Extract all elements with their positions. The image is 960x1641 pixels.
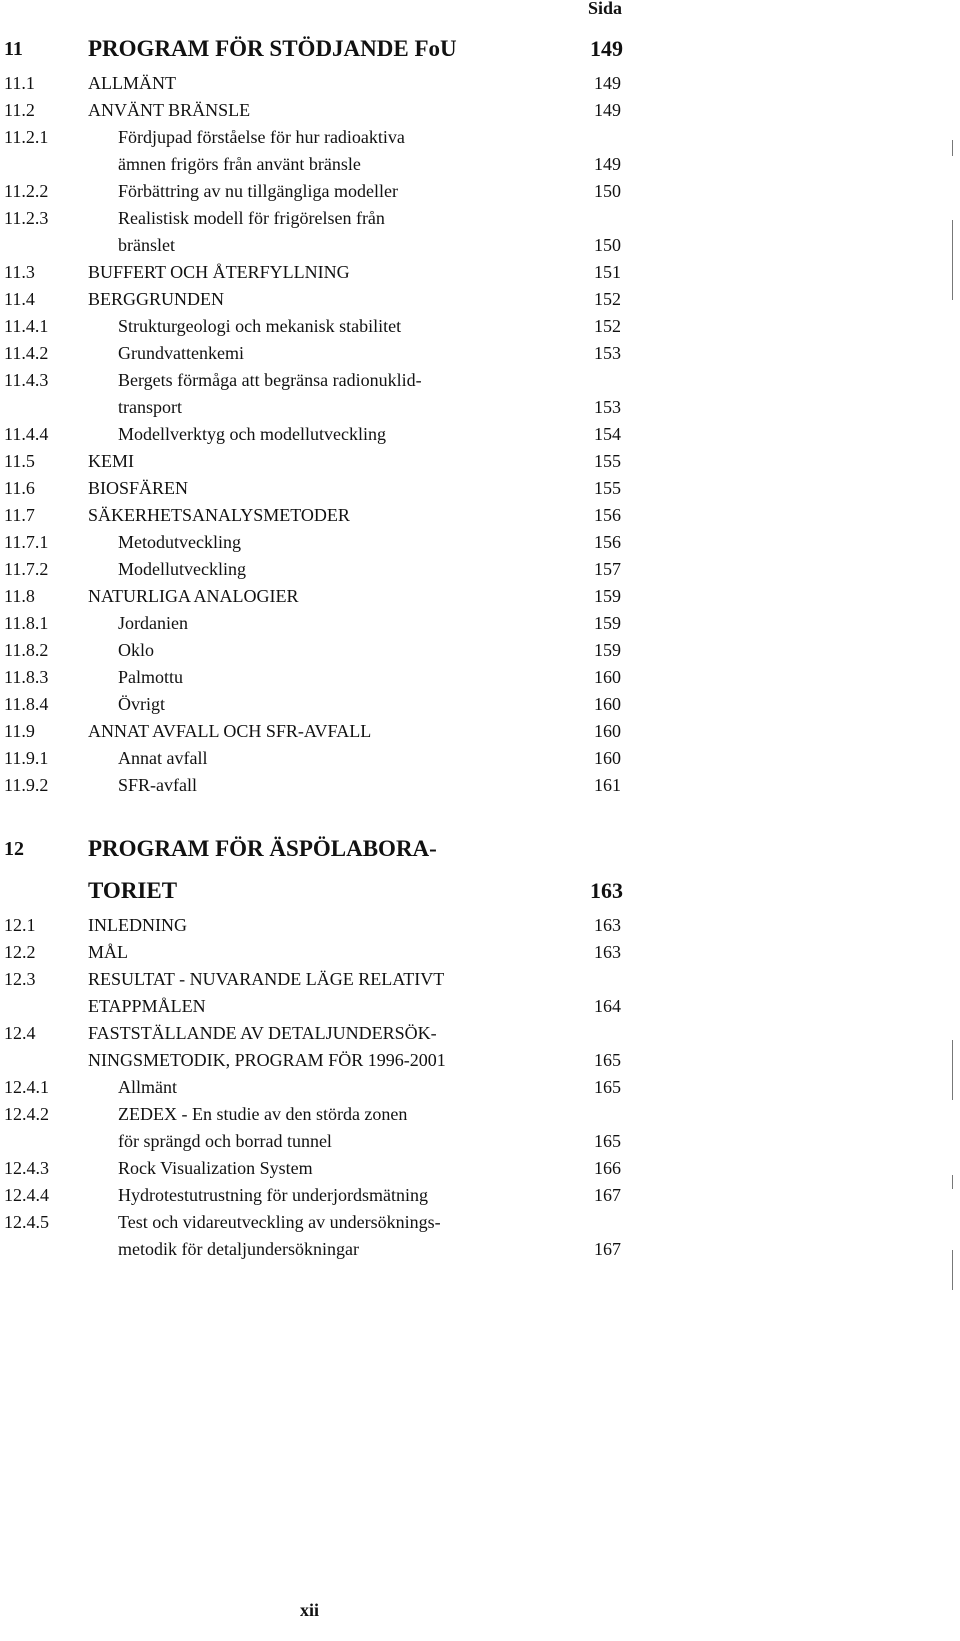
entry-number: 11.8.4 xyxy=(4,694,49,714)
chapter-page-number: 149 xyxy=(590,36,623,61)
entry-number: 11.4.3 xyxy=(4,370,49,390)
entry-title: Övrigt xyxy=(118,694,165,714)
entry-number: 11.9 xyxy=(4,721,35,741)
entry-page-number: 160 xyxy=(594,748,621,768)
entry-page-number: 163 xyxy=(594,915,621,935)
entry-page-number: 155 xyxy=(594,478,621,498)
entry-title: Rock Visualization System xyxy=(118,1158,313,1178)
chapter-number: 11 xyxy=(4,38,23,60)
scan-mark xyxy=(952,1250,953,1290)
entry-number: 11.4.2 xyxy=(4,343,49,363)
entry-title: ETAPPMÅLEN xyxy=(88,996,206,1016)
entry-title: Förbättring av nu tillgängliga modeller xyxy=(118,181,398,201)
entry-page-number: 153 xyxy=(594,343,621,363)
entry-title: Bergets förmåga att begränsa radionuklid- xyxy=(118,370,422,390)
entry-page-number: 166 xyxy=(594,1158,621,1178)
entry-page-number: 149 xyxy=(594,154,621,174)
entry-number: 11.2.1 xyxy=(4,127,49,147)
entry-number: 11.7.1 xyxy=(4,532,49,552)
entry-page-number: 164 xyxy=(594,996,621,1016)
entry-title: Fördjupad förståelse för hur radioaktiva xyxy=(118,127,405,147)
entry-number: 11.2.3 xyxy=(4,208,49,228)
entry-title: RESULTAT - NUVARANDE LÄGE RELATIVT xyxy=(88,969,445,989)
scan-mark xyxy=(952,140,953,156)
chapter-title: PROGRAM FÖR STÖDJANDE FoU xyxy=(88,36,457,61)
entry-page-number: 167 xyxy=(594,1185,621,1205)
chapter-page-number: 163 xyxy=(590,878,623,903)
entry-page-number: 159 xyxy=(594,640,621,660)
entry-title: SFR-avfall xyxy=(118,775,197,795)
entry-title: ANNAT AVFALL OCH SFR-AVFALL xyxy=(88,721,372,741)
entry-page-number: 160 xyxy=(594,667,621,687)
entry-title: KEMI xyxy=(88,451,134,471)
entry-page-number: 161 xyxy=(594,775,621,795)
entry-page-number: 157 xyxy=(594,559,621,579)
entry-title: ALLMÄNT xyxy=(88,73,176,93)
entry-number: 12.4.1 xyxy=(4,1077,49,1097)
entry-number: 11.4.1 xyxy=(4,316,49,336)
chapter-title: PROGRAM FÖR ÄSPÖLABORA- xyxy=(88,836,437,861)
entry-page-number: 167 xyxy=(594,1239,621,1259)
entry-title: Metodutveckling xyxy=(118,532,241,552)
entry-title: NINGSMETODIK, PROGRAM FÖR 1996-2001 xyxy=(88,1050,446,1070)
entry-title: Strukturgeologi och mekanisk stabilitet xyxy=(118,316,402,336)
entry-title: metodik för detaljundersökningar xyxy=(118,1239,359,1259)
chapter-title: TORIET xyxy=(88,878,178,903)
entry-number: 12.4.5 xyxy=(4,1212,49,1232)
entry-title: ZEDEX - En studie av den störda zonen xyxy=(118,1104,408,1124)
entry-page-number: 150 xyxy=(594,235,621,255)
entry-title: INLEDNING xyxy=(88,915,187,935)
entry-number: 11.7.2 xyxy=(4,559,49,579)
entry-number: 12.4.2 xyxy=(4,1104,49,1124)
entry-number: 11.4.4 xyxy=(4,424,49,444)
entry-page-number: 160 xyxy=(594,721,621,741)
entry-title: SÄKERHETSANALYSMETODER xyxy=(88,505,350,525)
entry-title: Realistisk modell för frigörelsen från xyxy=(118,208,385,228)
entry-title: Jordanien xyxy=(118,613,188,633)
entry-page-number: 149 xyxy=(594,100,621,120)
entry-title: bränslet xyxy=(118,235,175,255)
entry-title: Annat avfall xyxy=(118,748,208,768)
entry-number: 12.2 xyxy=(4,942,36,962)
entry-page-number: 149 xyxy=(594,73,621,93)
entry-page-number: 159 xyxy=(594,613,621,633)
entry-number: 11.7 xyxy=(4,505,35,525)
entry-number: 11.9.2 xyxy=(4,775,49,795)
entry-number: 11.5 xyxy=(4,451,35,471)
entry-page-number: 150 xyxy=(594,181,621,201)
entry-title: BERGGRUNDEN xyxy=(88,289,225,309)
entry-number: 11.2 xyxy=(4,100,35,120)
entry-title: Test och vidareutveckling av undersöknings- xyxy=(118,1212,441,1232)
entry-title: Allmänt xyxy=(118,1077,177,1097)
entry-number: 11.8.1 xyxy=(4,613,49,633)
entry-number: 11.4 xyxy=(4,289,35,309)
entry-number: 11.9.1 xyxy=(4,748,49,768)
entry-number: 11.1 xyxy=(4,73,35,93)
entry-page-number: 152 xyxy=(594,289,621,309)
entry-title: BUFFERT OCH ÅTERFYLLNING xyxy=(88,262,350,282)
entry-number: 11.8.3 xyxy=(4,667,49,687)
entry-page-number: 165 xyxy=(594,1077,621,1097)
entry-number: 11.3 xyxy=(4,262,35,282)
scan-mark xyxy=(952,1175,953,1189)
entry-page-number: 156 xyxy=(594,532,621,552)
entry-page-number: 156 xyxy=(594,505,621,525)
entry-number: 11.6 xyxy=(4,478,35,498)
entry-number: 12.3 xyxy=(4,969,36,989)
entry-title: Modellutveckling xyxy=(118,559,246,579)
entry-page-number: 155 xyxy=(594,451,621,471)
entry-number: 12.4.4 xyxy=(4,1185,49,1205)
entry-title: Oklo xyxy=(118,640,154,660)
entry-title: FASTSTÄLLANDE AV DETALJUNDERSÖK- xyxy=(88,1023,437,1043)
entry-number: 11.8.2 xyxy=(4,640,49,660)
entry-title: Modellverktyg och modellutveckling xyxy=(118,424,386,444)
entry-number: 12.1 xyxy=(4,915,36,935)
entry-page-number: 152 xyxy=(594,316,621,336)
entry-page-number: 165 xyxy=(594,1050,621,1070)
entry-title: BIOSFÄREN xyxy=(88,478,189,498)
scan-mark xyxy=(952,220,953,300)
entry-title: MÅL xyxy=(88,942,128,962)
entry-number: 11.8 xyxy=(4,586,35,606)
entry-title: Grundvattenkemi xyxy=(118,343,244,363)
page-number: xii xyxy=(300,1600,320,1620)
entry-title: ämnen frigörs från använt bränsle xyxy=(118,154,361,174)
entry-page-number: 160 xyxy=(594,694,621,714)
entry-title: Palmottu xyxy=(118,667,184,687)
chapter-number: 12 xyxy=(4,838,24,860)
entry-page-number: 151 xyxy=(594,262,621,282)
entry-title: transport xyxy=(118,397,182,417)
entry-number: 12.4.3 xyxy=(4,1158,49,1178)
entry-title: för sprängd och borrad tunnel xyxy=(118,1131,332,1151)
entry-page-number: 163 xyxy=(594,942,621,962)
page-column-header: Sida xyxy=(588,0,623,18)
entry-title: ANVÄNT BRÄNSLE xyxy=(88,100,251,120)
entry-page-number: 154 xyxy=(594,424,621,444)
scan-mark xyxy=(952,1040,953,1100)
entry-number: 11.2.2 xyxy=(4,181,49,201)
entry-page-number: 153 xyxy=(594,397,621,417)
entry-title: Hydrotestutrustning för underjordsmätning xyxy=(118,1185,428,1205)
entry-page-number: 159 xyxy=(594,586,621,606)
entry-number: 12.4 xyxy=(4,1023,36,1043)
entry-page-number: 165 xyxy=(594,1131,621,1151)
entry-title: NATURLIGA ANALOGIER xyxy=(88,586,299,606)
